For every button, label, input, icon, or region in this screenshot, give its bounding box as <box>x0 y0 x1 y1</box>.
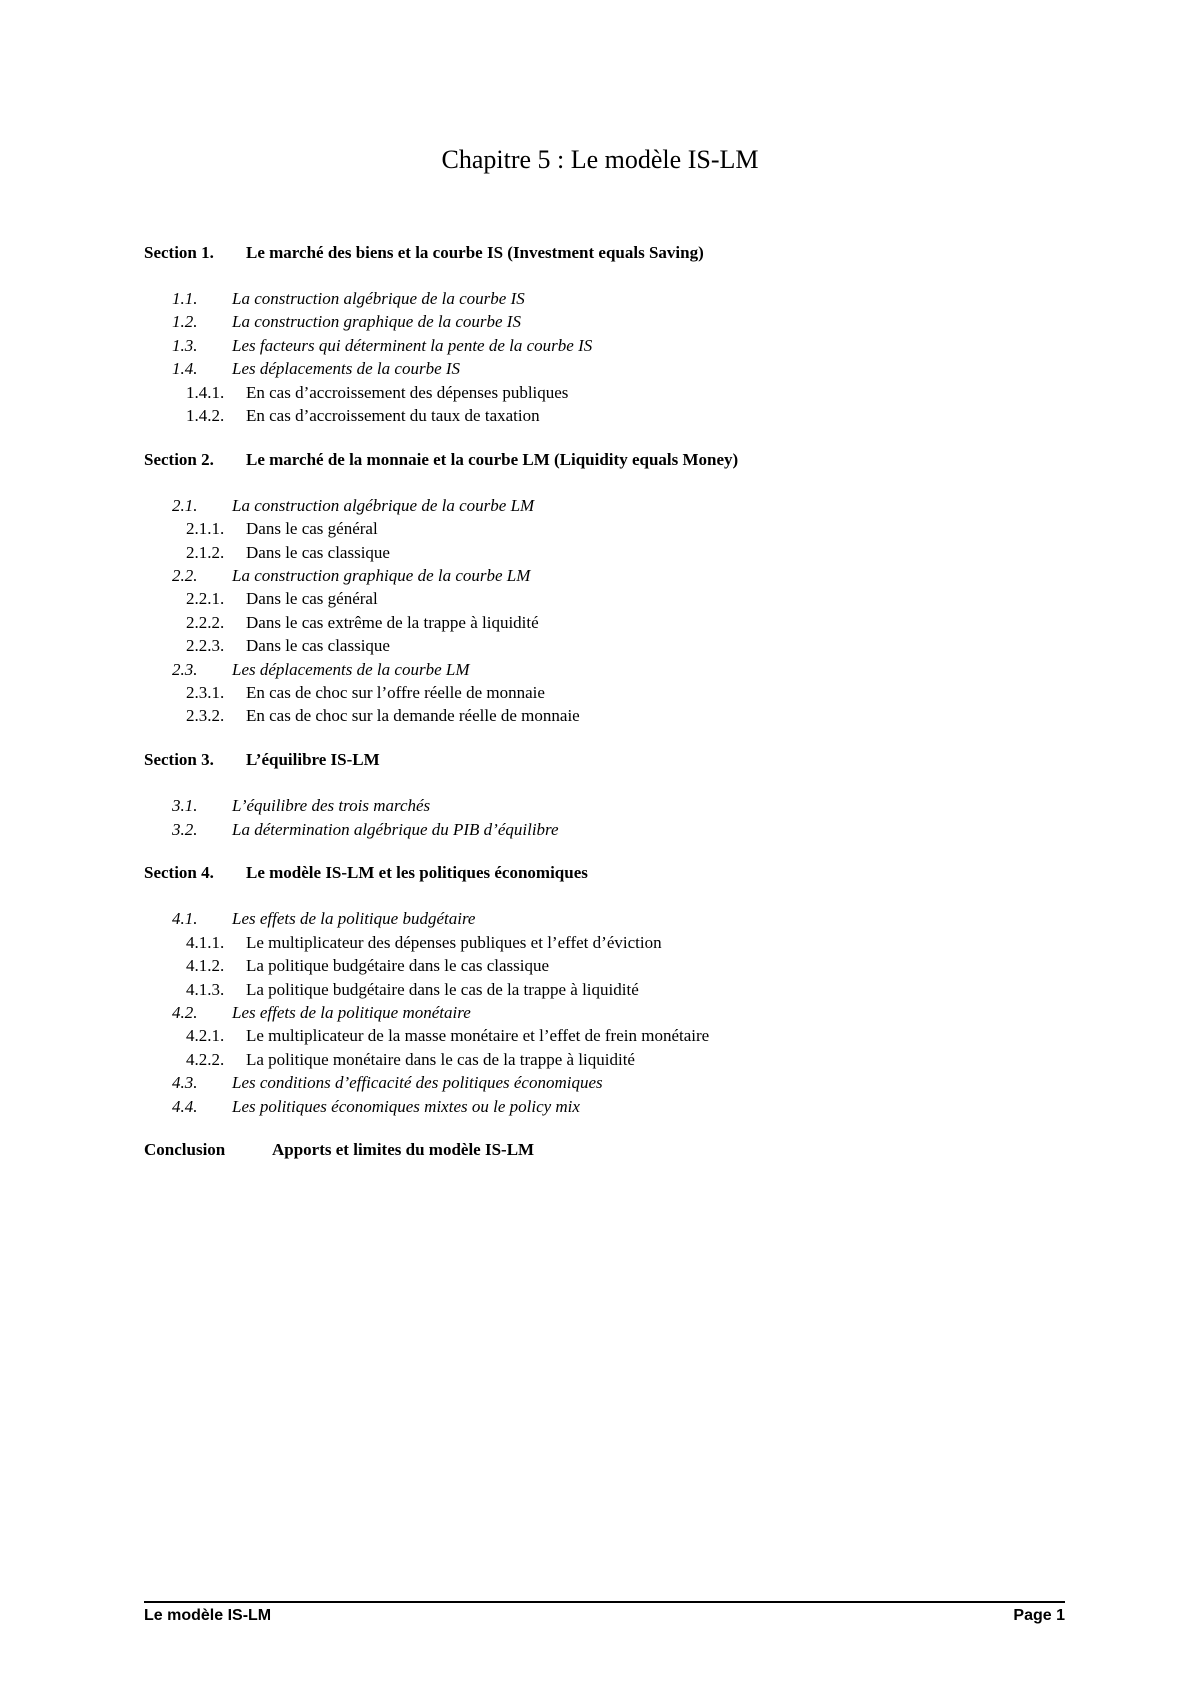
toc-subsubsection <box>186 933 662 953</box>
toc-subsubsection <box>186 406 540 426</box>
toc-subsection <box>172 1003 471 1023</box>
toc-item-number: 2.3.1. <box>186 682 225 702</box>
page-title: Chapitre 5 : Le modèle IS-LM <box>441 145 759 174</box>
toc-item-text: Dans le cas classique <box>246 636 390 656</box>
toc-subsubsection <box>186 956 549 976</box>
toc-item-number: 3.2. <box>172 819 198 839</box>
toc-subsubsection <box>186 613 539 633</box>
section-number: Section 3. <box>144 750 214 770</box>
toc-item-text: La politique budgétaire dans le cas classique <box>246 956 550 976</box>
toc-item-number: 2.1.1. <box>186 519 225 539</box>
section-heading <box>144 1140 534 1160</box>
toc-item-number: 2.1.2. <box>186 542 225 562</box>
toc-subsection <box>172 820 559 840</box>
section-heading <box>144 863 588 883</box>
toc-subsection <box>172 796 430 816</box>
toc-item-text: Les politiques économiques mixtes ou le policy mix <box>232 1096 580 1116</box>
toc-subsection <box>172 660 469 680</box>
toc-item-text: Les déplacements de la courbe LM <box>232 659 470 679</box>
toc-item-number: 4.1.2. <box>186 956 225 976</box>
toc-item-text: Dans le cas général <box>246 519 378 539</box>
toc-item-text: La politique budgétaire dans le cas de la trappe à liquidité <box>246 979 639 999</box>
toc-subsection <box>172 1097 580 1117</box>
toc-item-text: Les facteurs qui déterminent la pente de la courbe IS <box>232 335 593 355</box>
toc-item-text: En cas d’accroissement du taux de taxation <box>246 405 540 425</box>
page-number: Page 1 <box>1013 1607 1065 1624</box>
toc-item-number: 4.1.3. <box>186 979 225 999</box>
toc-item-text: La détermination algébrique du PIB d’équilibre <box>232 819 559 839</box>
toc-item-text: Le multiplicateur des dépenses publiques et l’effet d’éviction <box>246 932 662 952</box>
section-title: Le marché des biens et la courbe IS (Investment equals Saving) <box>246 243 704 262</box>
toc-item-text: La construction graphique de la courbe LM <box>232 565 531 585</box>
section-title: L’équilibre IS-LM <box>246 750 380 770</box>
section-title: Le marché de la monnaie et la courbe LM (Liquidity equals Money) <box>246 449 739 469</box>
toc-item-text: En cas de choc sur la demande réelle de monnaie <box>246 706 580 726</box>
toc-item-number: 4.4. <box>172 1096 198 1116</box>
toc-subsection <box>172 496 534 516</box>
toc-item-number: 1.3. <box>172 335 198 355</box>
toc-item-text: En cas de choc sur l’offre réelle de monnaie <box>246 682 545 702</box>
toc-item-text: Le multiplicateur de la masse monétaire et l’effet de frein monétaire <box>246 1026 710 1046</box>
toc-subsubsection <box>186 543 390 563</box>
toc-subsubsection <box>186 589 378 609</box>
toc-item-text: La construction graphique de la courbe IS <box>232 312 521 332</box>
toc-subsection <box>172 336 592 356</box>
toc-subsubsection <box>186 636 390 656</box>
footer-rule <box>144 1601 1065 1603</box>
toc-item-number: 1.2. <box>172 312 198 332</box>
toc-item-number: 4.2.2. <box>186 1049 225 1069</box>
toc-item-text: Dans le cas général <box>246 589 378 609</box>
toc-subsubsection <box>186 683 545 703</box>
section-title: Le modèle IS-LM et les politiques économiques <box>246 863 588 883</box>
toc-item-number: 4.1.1. <box>186 932 225 952</box>
toc-item-text: La construction algébrique de la courbe IS <box>232 288 525 308</box>
toc-item-text: Les déplacements de la courbe IS <box>232 359 461 379</box>
section-heading <box>144 750 380 770</box>
section-number: Section 2. <box>144 449 214 469</box>
toc-item-number: 4.1. <box>172 909 198 929</box>
toc-item-number: 1.4.2. <box>186 405 225 425</box>
section-number: Section 1. <box>144 243 214 262</box>
toc-subsection <box>172 289 525 309</box>
toc-subsection <box>172 566 530 586</box>
toc-item-text: En cas d’accroissement des dépenses publiques <box>246 382 569 402</box>
toc-item-text: L’équilibre des trois marchés <box>232 796 431 816</box>
toc-item-text: Dans le cas extrême de la trappe à liquidité <box>246 612 539 632</box>
toc-subsubsection <box>186 1026 709 1046</box>
toc-item-number: 2.1. <box>172 495 198 515</box>
section-title: Apports et limites du modèle IS-LM <box>272 1140 535 1160</box>
toc-subsubsection <box>186 383 568 403</box>
section-number: Conclusion <box>144 1140 226 1160</box>
section-heading <box>144 450 738 470</box>
toc-subsection <box>172 359 460 379</box>
toc-item-number: 2.3.2. <box>186 706 225 726</box>
toc-item-text: Dans le cas classique <box>246 542 390 562</box>
toc-subsubsection <box>186 980 639 1000</box>
toc-item-text: La construction algébrique de la courbe LM <box>232 495 535 515</box>
toc-item-number: 2.2.1. <box>186 589 225 609</box>
toc-item-number: 2.2.2. <box>186 612 225 632</box>
toc-item-number: 2.3. <box>172 659 198 679</box>
toc-item-number: 4.2.1. <box>186 1026 225 1046</box>
toc-item-number: 1.1. <box>172 288 198 308</box>
toc-item-number: 3.1. <box>172 796 198 816</box>
toc-item-number: 2.2. <box>172 565 198 585</box>
toc-item-number: 4.2. <box>172 1002 198 1022</box>
toc-subsubsection <box>186 706 580 726</box>
toc-item-number: 1.4. <box>172 359 198 379</box>
section-heading <box>144 243 704 263</box>
toc-subsection <box>172 909 475 929</box>
toc-item-number: 1.4.1. <box>186 382 225 402</box>
toc-subsubsection <box>186 1050 635 1070</box>
toc-item-text: La politique monétaire dans le cas de la trappe à liquidité <box>246 1049 635 1069</box>
toc-item-text: Les effets de la politique budgétaire <box>232 909 476 929</box>
toc-subsubsection <box>186 519 378 539</box>
section-number: Section 4. <box>144 863 214 883</box>
toc-item-number: 2.2.3. <box>186 636 225 656</box>
toc-subsection <box>172 312 521 332</box>
toc-item-number: 4.3. <box>172 1073 198 1093</box>
toc-item-text: Les conditions d’efficacité des politiques économiques <box>232 1073 603 1093</box>
footer-title: Le modèle IS-LM <box>144 1607 272 1624</box>
toc-subsection <box>172 1073 603 1093</box>
toc-item-text: Les effets de la politique monétaire <box>232 1002 471 1022</box>
